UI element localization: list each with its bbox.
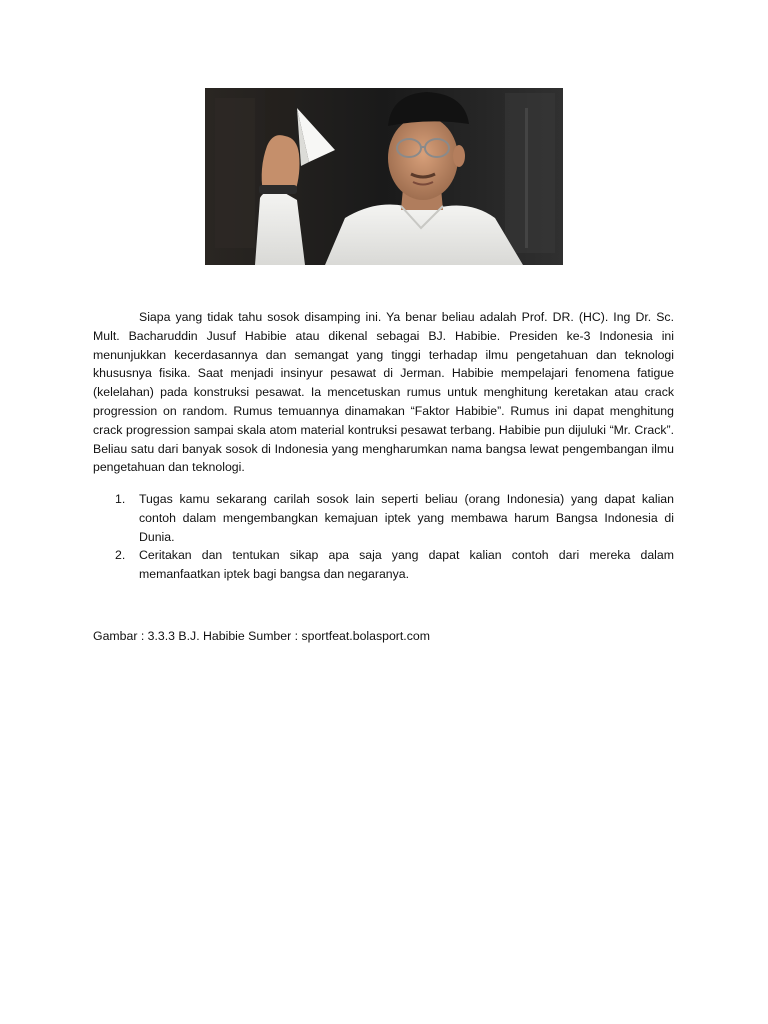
list-item-text: Ceritakan dan tentukan sikap apa saja yang dapat kalian contoh dari mereka dalam memanfaatkan iptek bagi bangsa dan negaranya.	[139, 548, 674, 582]
list-item	[93, 490, 674, 546]
list-item-number: 2.	[115, 548, 126, 563]
list-item-number: 1.	[115, 492, 126, 506]
figure-caption: Gambar : 3.3.3 B.J. Habibie Sumber : sportfeat.bolasport.com	[93, 629, 430, 643]
paragraph-text: Siapa yang tidak tahu sosok disamping ini. Ya benar beliau adalah Prof. DR. (HC). Ing Dr. Sc. Mult. Bacharuddin Jusuf Habibie atau dikenal sebagai BJ. Habibie. Presiden ke-3 Indonesia ini menunjukkan kecerdasannya dan semangat yang tinggi terhadap ilmu pengetahuan dan teknologi khususnya fisika. Saat menjadi insinyur pesawat di Jerman. Habibie mempelajari fenomena fatigue (kelelahan) pada konstruksi pesawat. Ia mencetuskan rumus untuk menghitung keretakan atau crack progression on random. Rumus temuannya dinamakan “Faktor Habibie”. Rumus ini dapat menghitung crack progression sampai skala atom material kontruksi pesawat terbang. Habibie pun dijuluki “Mr. Crack”. Beliau satu dari banyak sosok di Indonesia yang mengharumkan nama bangsa lewat pengembangan ilmu pengetahuan dan teknologi.	[93, 310, 674, 475]
list-item-text: Tugas kamu sekarang carilah sosok lain seperti beliau (orang Indonesia) yang dapat kalian contoh dalam mengembangkan kemajuan iptek yang membawa harum Bangsa Indonesia di Dunia.	[139, 492, 674, 544]
task-list	[93, 490, 674, 584]
body-paragraph	[93, 308, 674, 477]
list-item	[93, 546, 674, 584]
habibie-photo	[205, 88, 563, 265]
